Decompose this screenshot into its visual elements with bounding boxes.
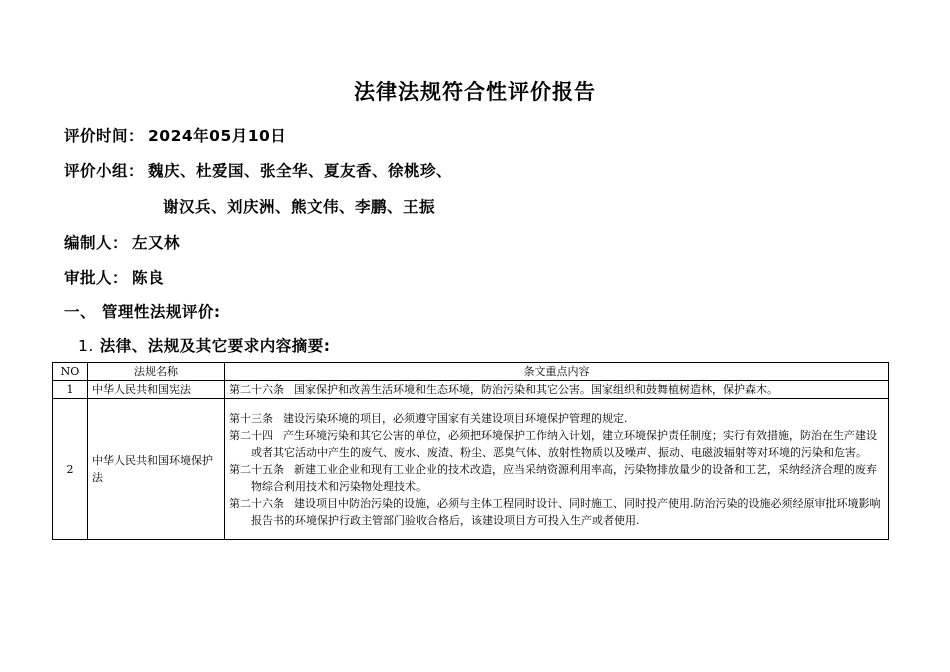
evaluation-team-members-1: 魏庆、杜爱国、张全华、夏友香、徐桃珍、: [148, 162, 453, 180]
clause-text: 新建工业企业和现有工业企业的技术改造，应当采纳资源利用率高，污染物排放量少的设备和工艺，采纳经济合理的废弃物综合利用技术和污染物处理技术。: [251, 462, 877, 493]
clause-text: 国家保护和改善生活环境和生态环境，防治污染和其它公害。国家组织和鼓舞植树造林，保护森木。: [294, 383, 778, 396]
clause-text: 产生环境污染和其它公害的单位，必须把环境保护工作纳入计划，建立环境保护责任制度；实行有效措施，防治在生产建设或者其它活动中产生的废气、废水、废渣、粉尘、恶臭气体、放射性物质以及噪声、振动、电磁波辐射等对环境的污染和危害。: [251, 428, 877, 459]
row-number: 1: [53, 381, 88, 399]
subsection-text: 法律、法规及其它要求内容摘要:: [99, 337, 331, 355]
evaluation-date-label: 评价时间：: [64, 127, 145, 145]
clause: [229, 495, 884, 529]
column-header-no: NO: [53, 363, 88, 381]
regulation-name: 中华人民共和国宪法: [88, 381, 225, 399]
evaluation-team-line: [64, 159, 452, 181]
regulations-table: [52, 362, 889, 540]
approver-value: 陈良: [132, 269, 165, 287]
clause-text: 建设污染环境的项目，必须遵守国家有关建设项目环境保护管理的规定.: [283, 411, 628, 425]
approver-line: [64, 266, 164, 288]
editor-line: [64, 231, 180, 253]
clause: [229, 410, 884, 427]
table-row: [53, 399, 889, 540]
regulation-content: [225, 381, 889, 399]
column-header-content: 条文重点内容: [225, 363, 889, 381]
table-row: [53, 381, 889, 399]
evaluation-team-label: 评价小组：: [64, 162, 145, 180]
column-header-name: 法规名称: [88, 363, 225, 381]
clause-number: 第二十六条: [229, 496, 284, 510]
evaluation-date-value: 2024年05月10日: [148, 127, 287, 145]
evaluation-date-line: [64, 124, 286, 146]
clause: [229, 381, 884, 398]
subsection-number: 1.: [78, 337, 94, 355]
clause-text: 建设项目中防治污染的设施，必须与主体工程同时设计、同时施工、同时投产使用.防治污染的设施必须经原审批环境影响报告书的环境保护行政主管部门验收合格后，该建设项目方可投入生产或者使用.: [251, 496, 881, 527]
report-title: 法律法规符合性评价报告: [354, 80, 596, 104]
row-number: 2: [53, 399, 88, 540]
regulation-content: [225, 399, 889, 540]
clause-number: 第二十五条: [229, 462, 284, 476]
clause-number: 第十三条: [229, 411, 273, 425]
clause-number: 第二十六条: [229, 383, 284, 396]
editor-value: 左又林: [132, 234, 181, 252]
clause: [229, 427, 884, 461]
subsection-heading: [78, 334, 331, 356]
evaluation-team-members-2: 谢汉兵、刘庆洲、熊文伟、李鹏、王振: [163, 198, 436, 216]
approver-label: 审批人：: [64, 269, 129, 287]
editor-label: 编制人：: [64, 234, 129, 252]
regulation-name: 中华人民共和国环境保护法: [88, 399, 225, 540]
clause-number: 第二十四: [229, 428, 273, 442]
table-header-row: [53, 363, 889, 381]
clause: [229, 461, 884, 495]
section-heading: 一、 管理性法规评价:: [64, 303, 221, 321]
